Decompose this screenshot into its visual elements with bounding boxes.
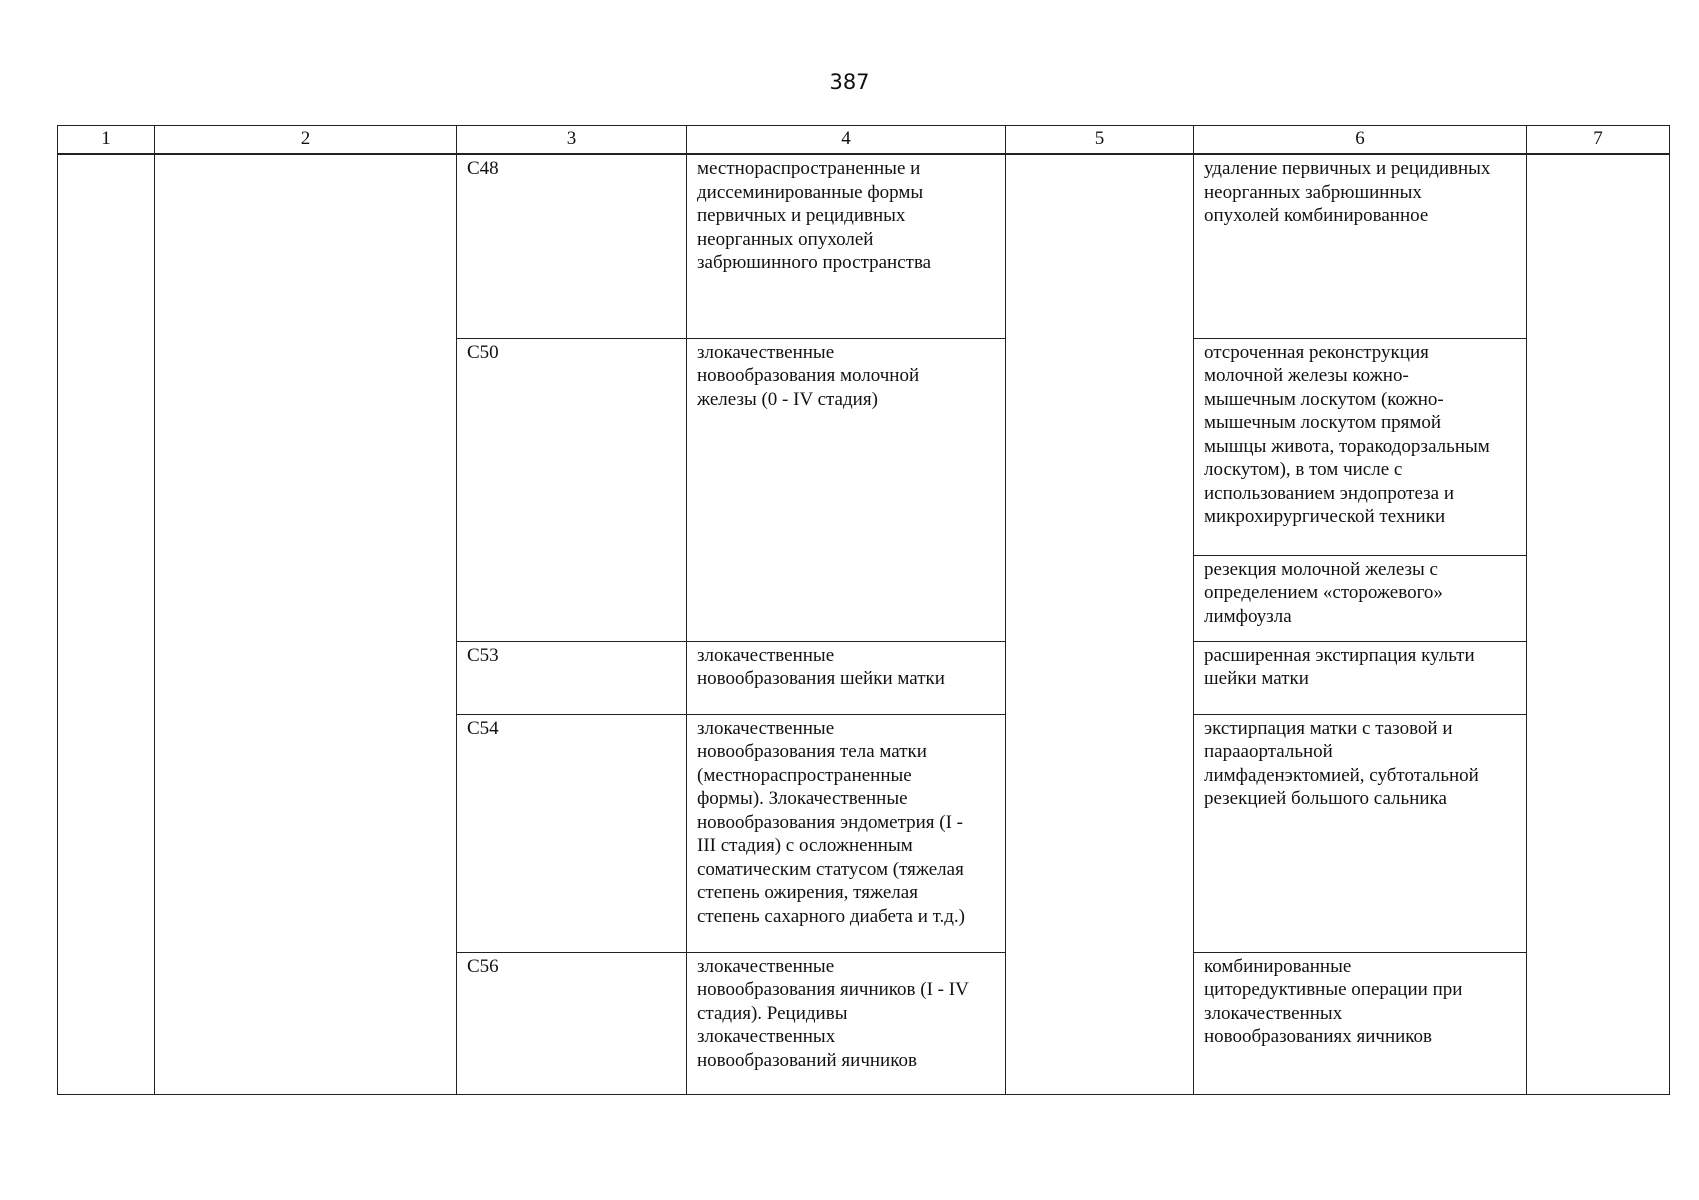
diagnosis-cell: злокачественные новообразования молочной железы (0 - IV стадия) xyxy=(687,338,1006,641)
diagnosis-cell: злокачественные новообразования шейки матки xyxy=(687,641,1006,714)
column-header-1: 1 xyxy=(58,126,155,155)
diagnosis-code-cell: C50 xyxy=(457,338,687,641)
diagnosis-code-cell: C48 xyxy=(457,154,687,338)
diagnosis-code-cell: C53 xyxy=(457,641,687,714)
column-header-3: 3 xyxy=(457,126,687,155)
medical-care-table xyxy=(57,125,1670,1095)
treatment-cell: комбинированные циторедуктивные операции при злокачественных новообразованиях яичников xyxy=(1194,952,1527,1094)
treatment-cell: отсроченная реконструкция молочной железы кожно- мышечным лоскутом (кожно- мышечным лоскутом прямой мышцы живота, торакодорзальным лоскутом), в том числе с использованием эндопротеза и микрохирургической техники xyxy=(1194,338,1527,555)
column-header-5: 5 xyxy=(1006,126,1194,155)
treatment-cell: резекция молочной железы с определением «сторожевого» лимфоузла xyxy=(1194,555,1527,641)
treatment-cell: удаление первичных и рецидивных неорганных забрюшинных опухолей комбинированное xyxy=(1194,154,1527,338)
diagnosis-cell: злокачественные новообразования тела матки (местнораспространенные формы). Злокачественные новообразования эндометрия (I - III стадия) с осложненным соматическим статусом (тяжелая степень ожирения, тяжелая степень сахарного диабета и т.д.) xyxy=(687,714,1006,952)
diagnosis-code-cell: C56 xyxy=(457,952,687,1094)
column-header-6: 6 xyxy=(1194,126,1527,155)
column-header-4: 4 xyxy=(687,126,1006,155)
column-2-cell xyxy=(155,154,457,1094)
table-row xyxy=(58,154,1670,338)
treatment-cell: экстирпация матки с тазовой и парааортальной лимфаденэктомией, субтотальной резекцией большого сальника xyxy=(1194,714,1527,952)
diagnosis-cell: злокачественные новообразования яичников (I - IV стадия). Рецидивы злокачественных новообразований яичников xyxy=(687,952,1006,1094)
treatment-cell: расширенная экстирпация культи шейки матки xyxy=(1194,641,1527,714)
page-number: 387 xyxy=(829,70,870,94)
column-1-cell xyxy=(58,154,155,1094)
diagnosis-cell: местнораспространенные и диссеминированные формы первичных и рецидивных неорганных опухолей забрюшинного пространства xyxy=(687,154,1006,338)
column-7-cell xyxy=(1527,154,1670,1094)
table-header-row xyxy=(58,126,1670,155)
column-header-2: 2 xyxy=(155,126,457,155)
column-5-cell xyxy=(1006,154,1194,1094)
diagnosis-code-cell: C54 xyxy=(457,714,687,952)
column-header-7: 7 xyxy=(1527,126,1670,155)
